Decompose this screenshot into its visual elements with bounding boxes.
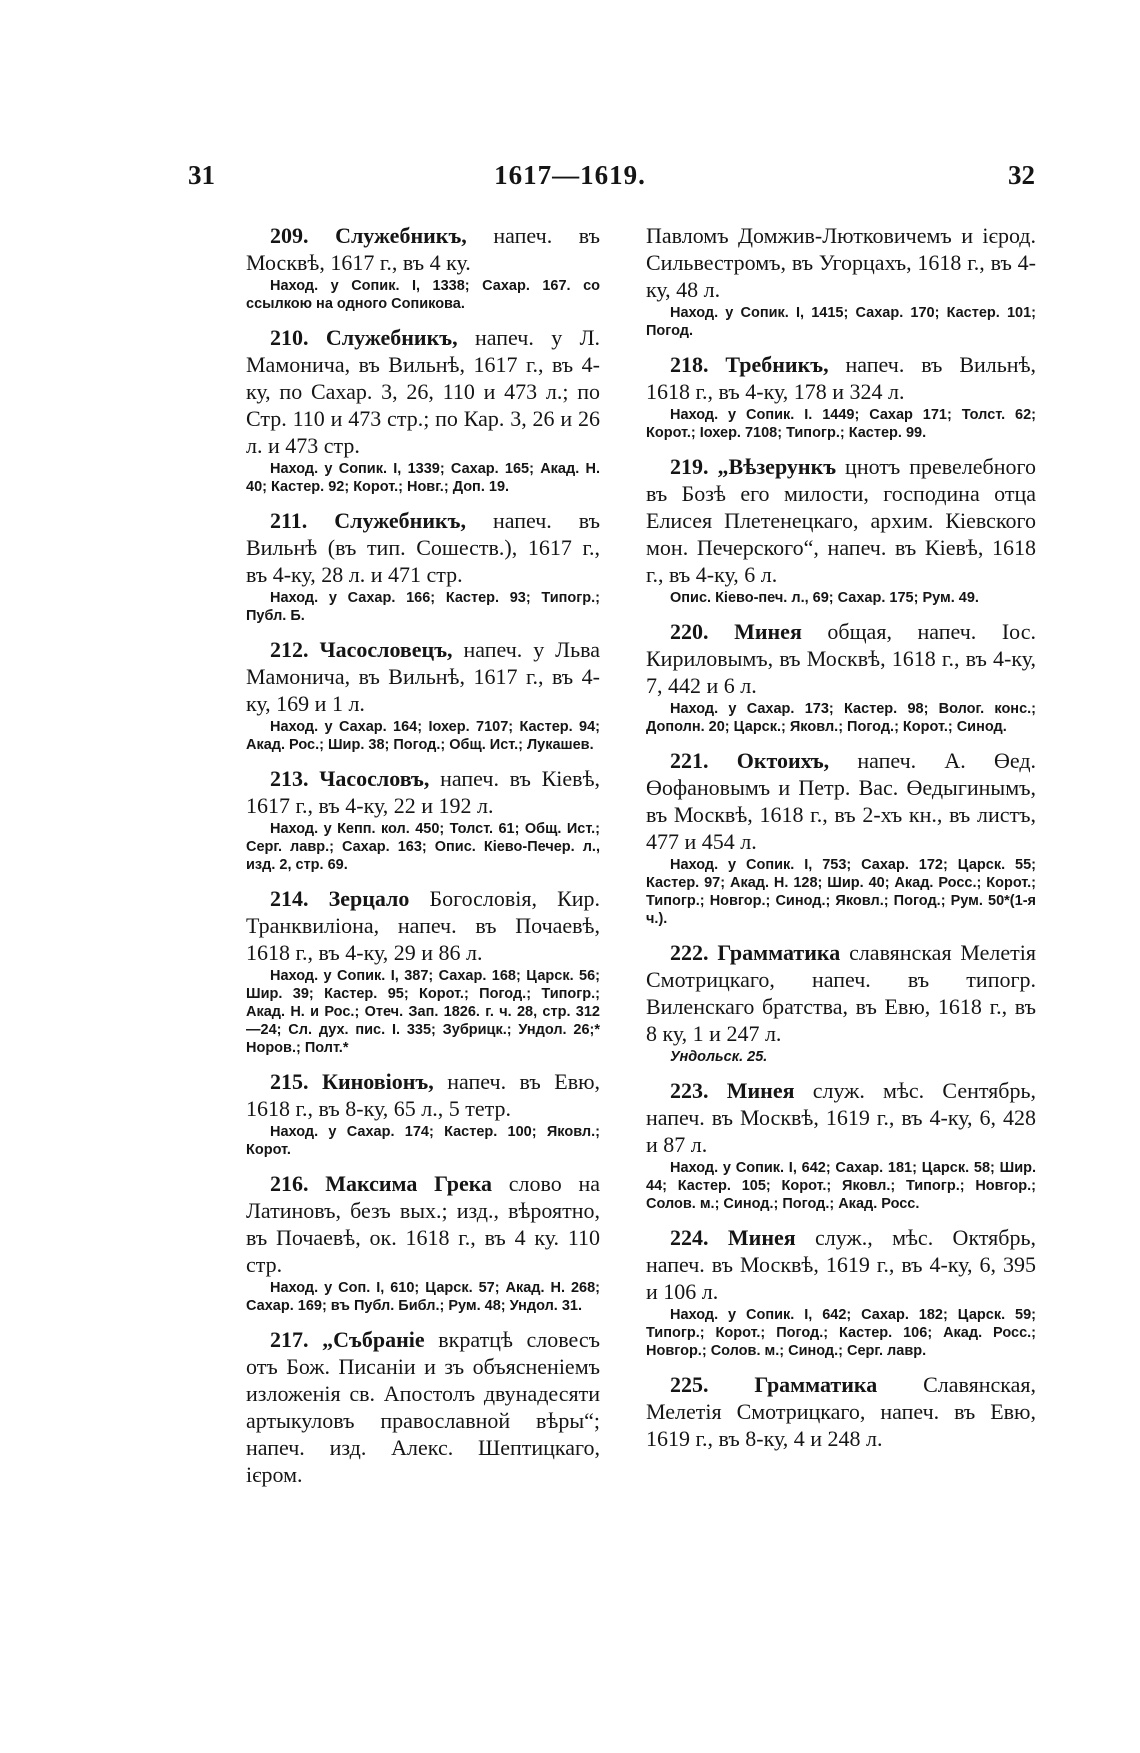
entry-title: Требникъ, (725, 352, 829, 377)
entry-211 (246, 507, 600, 625)
entry-219 (646, 453, 1036, 607)
entry-number: 217. (270, 1327, 309, 1352)
entry-number: 224. (670, 1225, 709, 1250)
entry-text: славянская Мелетія Смотрицкаго, напеч. въ типогр. Виленскаго братства, въ Евю, 1618 г., въ 8 ку, 1 и 247 л. (646, 940, 1036, 1046)
entry-refs: Наход. у Сопик. I. 1449; Сахар 171; Толст. 62; Корот.; Iохер. 7108; Типогр.; Кастер. 99. (646, 407, 1036, 441)
entry-221 (646, 747, 1036, 928)
entry-text: служ., мѣс. Октябрь, напеч. въ Москвѣ, 1619 г., въ 4-ку, 6, 395 и 106 л. (646, 1225, 1037, 1304)
entry-refs: Наход. у Сахар. 164; Iохер. 7107; Кастер. 94; Акад. Рос.; Шир. 38; Погод.; Общ. Ист.; Лукашев. (246, 719, 600, 753)
entry-213 (246, 765, 600, 874)
entry-refs: Наход. у Сопик. I, 1415; Сахар. 170; Кастер. 101; Погод. (646, 305, 1036, 339)
entry-text: Богословія, Кир. Транквиліона, напеч. въ Почаевѣ, 1618 г., въ 4-ку, 29 и 86 л. (246, 886, 601, 965)
entry-217 (246, 1326, 600, 1488)
page-number-right: 32 (1008, 160, 1035, 190)
entry-218 (646, 351, 1036, 442)
entry-215 (246, 1068, 600, 1159)
entry-212 (246, 636, 600, 754)
entry-224 (646, 1224, 1036, 1360)
entry-text: цнотъ превелебного въ Бозѣ его милости, господина отца Елисея Плетенецкаго, архим. Кіевского мон. Печерского“, напеч. въ Кіевѣ, 1618 г., въ 4-ку, 6 л. (646, 454, 1037, 587)
entry-text: общая, напеч. Iос. Кириловымъ, въ Москвѣ, 1618 г., въ 4-ку, 7, 442 и 6 л. (646, 619, 1036, 698)
page-header (0, 160, 1140, 200)
entry-number: 211. (270, 508, 308, 533)
entry-text: напеч. въ Кіевѣ, 1617 г., въ 4-ку, 22 и 192 л. (246, 766, 601, 818)
entry-refs: Наход. у Сопик. I, 1338; Сахар. 167. со ссылкою на одного Сопикова. (246, 278, 600, 312)
entry-text: напеч. въ Вильнѣ (въ тип. Сошеств.), 1617 г., въ 4-ку, 28 л. и 471 стр. (246, 508, 600, 587)
entry-number: 210. (270, 325, 309, 350)
entry-number: 219. (670, 454, 709, 479)
entry-refs: Наход. у Сопик. I, 642; Сахар. 182; Царск. 59; Типогр.; Корот.; Погод.; Кастер. 106; Акад. Росс.; Новгор.; Солов. м.; Синод.; Серг. лавр. (646, 1307, 1036, 1359)
entry-title: Минея (734, 619, 802, 644)
entry-text: напеч. въ Вильнѣ, 1618 г., въ 4-ку, 178 и 324 л. (646, 352, 1037, 404)
entry-title: „Събраніе (322, 1327, 425, 1352)
entry-number: 225. (670, 1372, 709, 1397)
entry-refs: Ундольск. 25. (670, 1049, 768, 1065)
entry-number: 222. (670, 940, 709, 965)
entry-title: Служебникъ, (335, 223, 467, 248)
page-title: 1617—1619. (494, 160, 646, 190)
entry-text: напеч. въ Москвѣ, 1617 г., въ 4 ку. (246, 223, 600, 275)
entry-refs: Наход. у Сопик. I, 753; Сахар. 172; Царск. 55; Кастер. 97; Акад. Н. 128; Шир. 40; Акад. Росс.; Корот.; Типогр.; Новгор.; Синод.; Яковл.; Погод.; Рум. 50*(1-я ч.). (646, 857, 1036, 927)
right-column (646, 222, 1036, 1463)
entry-title: „Вѣзерункъ (717, 454, 837, 479)
entry-217-continued (646, 222, 1036, 340)
entry-text: напеч. А. Өед. Өофановымъ и Петр. Вас. Өедыгинымъ, въ Москвѣ, 1618 г., въ 2-хъ кн., въ листъ, 477 и 454 л. (646, 748, 1037, 854)
entry-225 (646, 1371, 1036, 1452)
entry-text: Павломъ Домжив-Лютковичемъ и ієрод. Сильвестромъ, въ Угорцахъ, 1618 г., въ 4-ку, 48 л. (646, 223, 1036, 302)
entry-title: Минея (726, 1078, 795, 1103)
entry-210 (246, 324, 600, 496)
entry-title: Служебникъ, (334, 508, 467, 533)
entry-title: Служебникъ, (325, 325, 458, 350)
entry-text: вкратцѣ словесъ отъ Бож. Писаніи и зъ объясненіемъ изложенія св. Апостолъ двунадесяти артыкуловъ православной вѣры“; напеч. изд. Алекс. Шептицкаго, ієром. (246, 1327, 600, 1487)
entry-title: Часословъ, (319, 766, 430, 791)
entry-title: Часословецъ, (319, 637, 453, 662)
entry-220 (646, 618, 1036, 736)
entry-refs: Наход. у Сахар. 174; Кастер. 100; Яковл.; Корот. (246, 1124, 600, 1158)
entry-text: слово на Латиновъ, безъ вых.; изд., вѣроятно, въ Почаевѣ, ок. 1618 г., въ 4 ку. 110 стр. (246, 1171, 601, 1277)
entry-214 (246, 885, 600, 1057)
entry-text: служ. мѣс. Сентябрь, напеч. въ Москвѣ, 1619 г., въ 4-ку, 6, 428 и 87 л. (646, 1078, 1037, 1157)
entry-title: Октоихъ, (736, 748, 830, 773)
entry-refs: Опис. Кіево-печ. л., 69; Сахар. 175; Рум. 49. (670, 590, 979, 606)
entry-refs: Наход. у Сопик. I, 387; Сахар. 168; Царск. 56; Шир. 39; Кастер. 95; Корот.; Погод.; Типогр.; Акад. Н. и Рос.; Отеч. Зап. 1826. г. ч. 28, стр. 312—24; Сл. дух. пис. I. 335; Зубрицк.; Ундол. 26;* Норов.; Полт.* (246, 968, 600, 1056)
entry-refs: Наход. у Сопик. I, 642; Сахар. 181; Царск. 58; Шир. 44; Кастер. 105; Корот.; Яковл.; Типогр.; Новгор.; Солов. м.; Синод.; Погод.; Акад. Росс. (646, 1160, 1036, 1212)
entry-refs: Наход. у Соп. I, 610; Царск. 57; Акад. Н. 268; Сахар. 169; въ Публ. Библ.; Рум. 48; Ундол. 31. (246, 1280, 600, 1314)
entry-number: 220. (670, 619, 709, 644)
entry-title: Зерцало (328, 886, 410, 911)
page-number-left: 31 (188, 160, 215, 190)
entry-number: 214. (270, 886, 309, 911)
entry-refs: Наход. у Сахар. 166; Кастер. 93; Типогр.; Публ. Б. (246, 590, 600, 624)
entry-title: Максима Грека (325, 1171, 493, 1196)
entry-text: напеч. у Льва Мамонича, въ Вильнѣ, 1617 г., въ 4-ку, 169 и 1 л. (246, 637, 600, 716)
entry-216 (246, 1170, 600, 1315)
entry-number: 215. (270, 1069, 309, 1094)
entry-209 (246, 222, 600, 313)
left-column (246, 222, 600, 1499)
entry-text: Славянская, Мелетія Смотрицкаго, напеч. въ Евю, 1619 г., въ 8-ку, 4 и 248 л. (646, 1372, 1037, 1451)
entry-number: 218. (670, 352, 709, 377)
entry-refs: Наход. у Кепп. кол. 450; Толст. 61; Общ. Ист.; Серг. лавр.; Сахар. 163; Опис. Кіево-Печер. л., изд. 2, стр. 69. (246, 821, 600, 873)
entry-title: Минея (727, 1225, 796, 1250)
entry-number: 209. (270, 223, 309, 248)
entry-number: 213. (270, 766, 309, 791)
entry-refs: Наход. у Сопик. I, 1339; Сахар. 165; Акад. Н. 40; Кастер. 92; Корот.; Новг.; Доп. 19. (246, 461, 600, 495)
entry-number: 221. (670, 748, 709, 773)
entry-title: Киновіонъ, (322, 1069, 434, 1094)
entry-223 (646, 1077, 1036, 1213)
entry-number: 223. (670, 1078, 709, 1103)
entry-number: 212. (270, 637, 309, 662)
entry-refs: Наход. у Сахар. 173; Кастер. 98; Волог. конс.; Дополн. 20; Царск.; Яковл.; Погод.; Корот.; Синод. (646, 701, 1036, 735)
entry-text: напеч. въ Евю, 1618 г., въ 8-ку, 65 л., 5 тетр. (246, 1069, 601, 1121)
entry-title: Грамматика (717, 940, 841, 965)
entry-222 (646, 939, 1036, 1066)
entry-text: напеч. у Л. Мамонича, въ Вильнѣ, 1617 г., въ 4-ку, по Сахар. 3, 26, 110 и 473 л.; по Стр. 110 и 473 стр.; по Кар. 3, 26 и 26 л. и 473 стр. (246, 325, 601, 458)
entry-number: 216. (270, 1171, 309, 1196)
entry-title: Грамматика (754, 1372, 878, 1397)
